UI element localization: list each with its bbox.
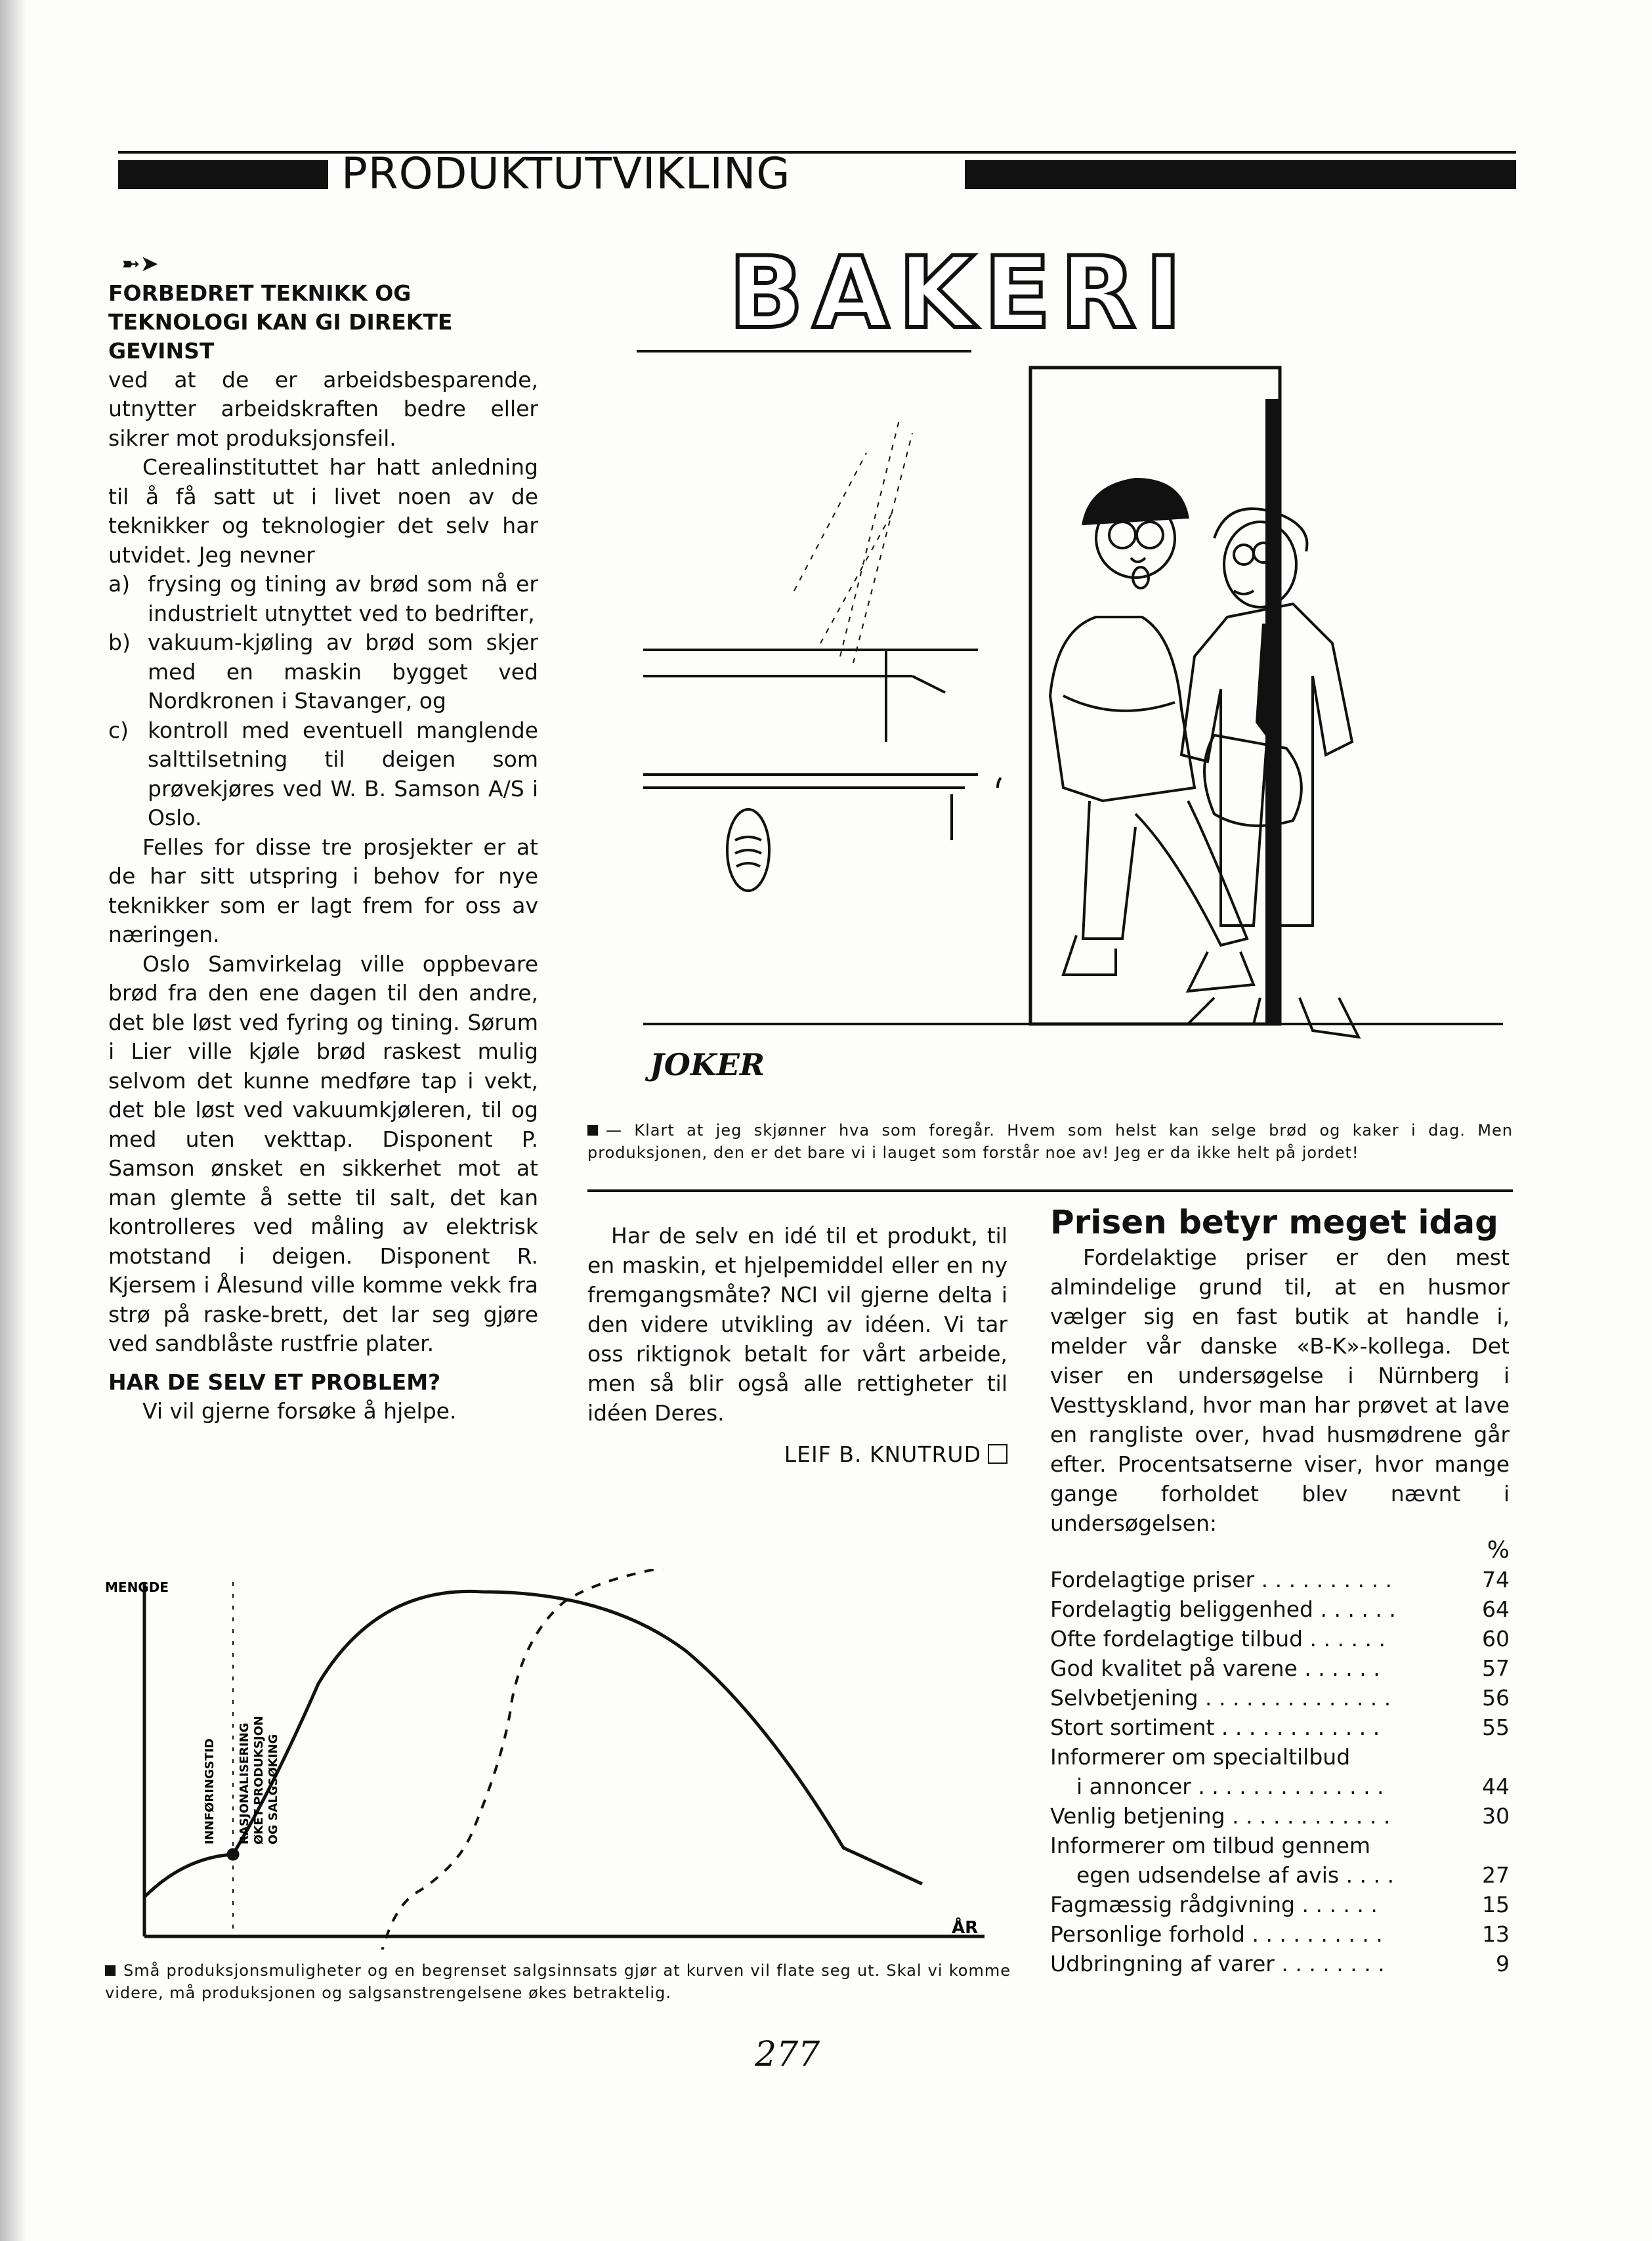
ranking-row: [1050, 1654, 1510, 1683]
ranking-row: [1050, 1801, 1510, 1831]
middle-column: [587, 1221, 1007, 1469]
ranking-row: [1050, 1565, 1510, 1594]
square-bullet-icon: [587, 1125, 598, 1136]
cartoon-illustration: [637, 341, 1510, 1103]
y-axis-label: MENGDE: [105, 1579, 169, 1595]
lead-heading: FORBEDRET TEKNIKK OG TEKNOLOGI KAN GI DIREKTE GEVINST: [108, 280, 453, 364]
ranking-value: 15: [1482, 1892, 1510, 1917]
ranking-value: 27: [1482, 1862, 1510, 1888]
ranking-row: [1050, 1594, 1510, 1624]
ranking-value: [1464, 1831, 1510, 1860]
ranking-value: 60: [1482, 1626, 1510, 1652]
ranking-value: 44: [1482, 1774, 1510, 1799]
paragraph-1: ved at de er arbeidsbesparende, utnytter arbeidskraften bedre eller sikrer mot produksjonsfeil.: [108, 366, 538, 451]
cartoon-signature: JOKER: [650, 1047, 765, 1082]
header-bar-right: [965, 160, 1516, 189]
list-letter: b): [108, 630, 131, 655]
stage-label-production: ØKET PRODUKSJON: [252, 1716, 266, 1845]
ranking-row: [1050, 1860, 1510, 1890]
list-item: [108, 628, 538, 716]
diagram-caption-text: Små produksjonsmuligheter og en begrenset salgsinnsats gjør at kurven vil flate seg ut. Skal vi komme videre, må produksjonen og salgsanstrengelsene økes betraktelig.: [105, 1961, 1011, 2002]
list-text: vakuum-kjøling av brød som skjer med en maskin bygget ved Nordkronen i Stavanger, og: [148, 630, 538, 714]
ranking-label: Venlig betjening . . . . . . . . . . . .: [1050, 1803, 1391, 1829]
left-column: [108, 249, 538, 1426]
ranking-label: Selvbetjening . . . . . . . . . . . . . .: [1050, 1685, 1391, 1711]
ranking-row: [1050, 1742, 1510, 1772]
ranking-value: 57: [1482, 1655, 1510, 1681]
ranking-value: 30: [1482, 1803, 1510, 1829]
stage-label-introduction: INNFØRINGSTID: [203, 1738, 217, 1845]
list-letter: c): [108, 717, 129, 743]
ranking-label: egen udsendelse af avis . . . .: [1076, 1862, 1394, 1888]
paragraph-5: Vi vil gjerne forsøke å hjelpe.: [142, 1398, 457, 1424]
ranking-value: 13: [1482, 1921, 1510, 1947]
growth-diagram: [105, 1569, 1011, 1950]
list-letter: a): [108, 571, 131, 597]
square-bullet-icon: [105, 1965, 116, 1976]
ranking-value: 56: [1482, 1685, 1510, 1711]
arrow-icon: ➼➤: [121, 251, 159, 277]
ranking-label: God kvalitet på varene . . . . . .: [1050, 1655, 1380, 1681]
paragraph-3: Felles for disse tre prosjekter er at de har sitt utspring i behov for nye teknikker som er lagt frem for oss av næringen.: [108, 834, 538, 947]
ranking-row: [1050, 1772, 1510, 1801]
middle-text: Har de selv en idé til et produkt, til en maskin, et hjelpemiddel eller en ny fremgangsmåte? NCI vil gjerne delta i den videre utvikling av idéen. Vi tar oss riktignok betalt for vårt arbeide, men så blir også alle rettigheter til idéen Deres.: [587, 1223, 1007, 1426]
right-column: [1050, 1203, 1510, 1978]
percent-label: %: [1487, 1537, 1510, 1564]
list-text: frysing og tining av brød som nå er industrielt utnyttet ved to bedrifter,: [148, 571, 538, 626]
ranking-label: Informerer om specialtilbud: [1050, 1744, 1351, 1770]
ranking-value: 74: [1482, 1567, 1510, 1592]
ranking-row: [1050, 1919, 1510, 1949]
ranking-label: Fordelagtige priser . . . . . . . . . .: [1050, 1567, 1392, 1592]
list-text: kontroll med eventuell manglende salttilsetning til deigen som prøvekjøres ved W. B. Samson A/S i Oslo.: [148, 717, 538, 830]
ranking-label: Ofte fordelagtige tilbud . . . . . .: [1050, 1626, 1386, 1652]
ranking-label: Fagmæssig rådgivning . . . . . .: [1050, 1892, 1378, 1917]
diagram-caption: [105, 1959, 1011, 2004]
ranking-value: 55: [1482, 1715, 1510, 1740]
bakeri-title: BAKERI: [729, 236, 1191, 351]
stage-label-sales: OG SALGSØKING: [266, 1734, 280, 1845]
list-item: [108, 570, 538, 628]
section-title: PRODUKTUTVIKLING: [341, 148, 791, 199]
right-heading: Prisen betyr meget idag: [1050, 1203, 1498, 1241]
page-binding-shadow: [0, 0, 26, 2241]
section-header: [118, 148, 1516, 199]
ranking-label: Informerer om tilbud gennem: [1050, 1833, 1371, 1858]
stage-label-rationalization: RASJONALISERING: [238, 1722, 251, 1845]
header-rule: [118, 151, 1516, 154]
ranking-row: [1050, 1683, 1510, 1713]
header-bar-left: [118, 160, 328, 189]
author-line: [587, 1440, 1007, 1469]
x-axis-label: ÅR: [952, 1918, 979, 1938]
ranking-label: Fordelagtig beliggenhed . . . . . .: [1050, 1596, 1396, 1622]
ranking-label: Stort sortiment . . . . . . . . . . . .: [1050, 1715, 1380, 1740]
ranking-row: [1050, 1624, 1510, 1654]
list-item: [108, 716, 538, 833]
ranking-value: 9: [1496, 1951, 1510, 1976]
paragraph-4: Oslo Samvirkelag ville oppbevare brød fra den ene dagen til den andre, det ble løst ved fyring og tining. Sørum i Lier ville kjøle brød raskest mulig selvom det kunne medføre tap i vekt, det ble løst ved vakuumkjøleren, til og med uten vekttap. Disponent P. Samson ønsket en sikkerhet mot at man glemte å sette til salt, det kan kontrolleres ved måling av elektrisk motstand i deigen. Disponent R. Kjersem i Ålesund ville komme vekk fra strø på raske-brett, det lar seg gjøre ved sandblåste rustfrie plater.: [108, 950, 538, 1356]
ranking-label: Udbringning af varer . . . . . . . .: [1050, 1951, 1385, 1976]
ranking-row: [1050, 1713, 1510, 1742]
cartoon-caption-text: — Klart at jeg skjønner hva som foregår. Hvem som helst kan selge brød og kaker i dag. Men produksjonen, den er det bare vi i lauget som forstår noe av! Jeg er da ikke helt på jordet!: [587, 1121, 1513, 1162]
author-signature: LEIF B. KNUTRUD: [784, 1441, 981, 1467]
ranking-list: [1050, 1565, 1510, 1978]
divider: [587, 1189, 1513, 1192]
right-text: Fordelaktige priser er den mest almindelige grund til, at en husmor vælger sig en fast butik at handle i, melder vår danske «B-K»-kollega. Det viser en undersøgelse i Nürnberg i Vesttyskland, hvor man har prøvet at lave en rangliste over, hvad husmødrene går efter. Procentsatserne viser, hvor mange gange forholdet blev nævnt i undersøgelsen:: [1050, 1245, 1510, 1536]
ranking-row: [1050, 1831, 1510, 1860]
ranking-label: Personlige forhold . . . . . . . . . .: [1050, 1921, 1383, 1947]
ranking-label: i annoncer . . . . . . . . . . . . . .: [1076, 1774, 1384, 1799]
paragraph-2: Cerealinstituttet har hatt anledning til å få satt ut i livet noen av de teknikker og teknologier det selv har utvidet. Jeg nevner: [108, 454, 538, 568]
end-box-icon: [988, 1444, 1007, 1464]
subheading: HAR DE SELV ET PROBLEM?: [108, 1369, 441, 1395]
ranking-row: [1050, 1890, 1510, 1919]
ranking-row: [1050, 1949, 1510, 1978]
ranking-value: [1464, 1742, 1510, 1772]
ranking-value: 64: [1482, 1596, 1510, 1622]
page-number: 277: [755, 2035, 820, 2074]
cartoon-caption: [587, 1119, 1513, 1164]
